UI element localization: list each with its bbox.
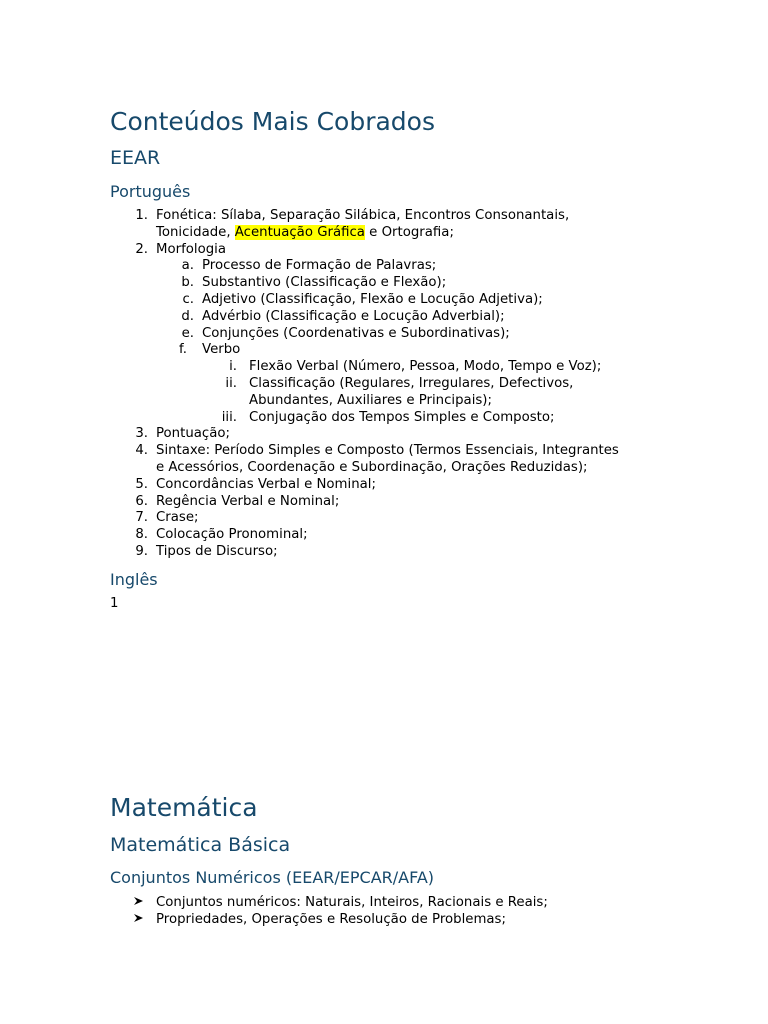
sub-sub-list-item bbox=[0, 410, 768, 427]
list-text: Pontuação; bbox=[156, 426, 230, 442]
arrow-bullet-icon bbox=[133, 896, 144, 913]
arrow-bullet-icon bbox=[133, 913, 144, 930]
sub-list-text: Advérbio (Classificação e Locução Adverbial); bbox=[202, 308, 505, 324]
sub-sub-list-item bbox=[0, 359, 768, 376]
list-text: Crase; bbox=[156, 510, 199, 526]
list-item-continuation bbox=[0, 225, 768, 242]
sub-list-letter: d. bbox=[181, 308, 194, 324]
sub-list-item bbox=[0, 342, 768, 359]
list-number: 7. bbox=[135, 510, 148, 526]
sub-list-text: Verbo bbox=[202, 342, 241, 358]
ingles-heading: Inglês bbox=[110, 570, 158, 589]
sub-list-letter: f. bbox=[179, 342, 187, 358]
list-number: 2. bbox=[135, 241, 148, 257]
sub-list-letter: b. bbox=[181, 275, 194, 291]
sub-list-item bbox=[0, 309, 768, 326]
matematica-bullet-list bbox=[0, 895, 768, 929]
list-item bbox=[0, 544, 768, 561]
roman-numeral: i. bbox=[229, 359, 237, 375]
list-number: 9. bbox=[135, 543, 148, 559]
portugues-list bbox=[0, 208, 768, 561]
list-number: 1. bbox=[135, 208, 148, 223]
sub-list-letter: e. bbox=[181, 325, 194, 341]
list-item-continuation bbox=[0, 460, 768, 477]
sub-list-text: Adjetivo (Classificação, Flexão e Locução Adjetiva); bbox=[202, 291, 543, 307]
matematica-title: Matemática bbox=[110, 793, 258, 822]
list-text: Concordâncias Verbal e Nominal; bbox=[156, 476, 376, 492]
bullet-item bbox=[0, 912, 768, 929]
sub-list-letter: a. bbox=[181, 258, 194, 274]
list-text: Fonética: Sílaba, Separação Silábica, Encontros Consonantais, bbox=[156, 208, 570, 223]
list-text: Sintaxe: Período Simples e Composto (Termos Essenciais, Integrantes bbox=[156, 443, 619, 459]
bullet-text: Conjuntos numéricos: Naturais, Inteiros, Racionais e Reais; bbox=[156, 895, 548, 910]
sub-list-text: Processo de Formação de Palavras; bbox=[202, 258, 437, 274]
sub-list-letter: c. bbox=[182, 291, 194, 307]
list-item bbox=[0, 208, 768, 225]
list-text: Regência Verbal e Nominal; bbox=[156, 493, 340, 509]
sub-list-item bbox=[0, 258, 768, 275]
list-item bbox=[0, 477, 768, 494]
roman-numeral: ii. bbox=[225, 375, 237, 391]
bullet-item bbox=[0, 895, 768, 912]
sub-sub-list-text: Classificação (Regulares, Irregulares, Defectivos, bbox=[249, 375, 574, 391]
portugues-heading: Português bbox=[110, 182, 191, 201]
list-item bbox=[0, 443, 768, 460]
list-text: Morfologia bbox=[156, 241, 227, 257]
page-title: Conteúdos Mais Cobrados bbox=[110, 107, 435, 136]
list-item bbox=[0, 494, 768, 511]
matematica-subtitle: Matemática Básica bbox=[110, 834, 291, 856]
sub-list-item bbox=[0, 275, 768, 292]
sub-sub-list-text-continuation: Abundantes, Auxiliares e Principais); bbox=[249, 392, 492, 408]
list-number: 8. bbox=[135, 527, 148, 543]
list-text: Colocação Pronominal; bbox=[156, 527, 308, 543]
sub-list-item bbox=[0, 292, 768, 309]
sub-sub-list-text: Flexão Verbal (Número, Pessoa, Modo, Tempo e Voz); bbox=[249, 359, 602, 375]
highlighted-text: Acentuação Gráfica bbox=[234, 224, 365, 240]
bullet-text: Propriedades, Operações e Resolução de Problemas; bbox=[156, 911, 506, 927]
sub-list-text: Substantivo (Classificação e Flexão); bbox=[202, 275, 447, 291]
list-number: 4. bbox=[135, 443, 148, 459]
list-text-continuation: e Acessórios, Coordenação e Subordinação, Orações Reduzidas); bbox=[156, 459, 588, 475]
ingles-content: 1 bbox=[110, 596, 119, 611]
sub-list-item bbox=[0, 326, 768, 343]
list-text: Tipos de Discurso; bbox=[156, 543, 278, 559]
list-item bbox=[0, 242, 768, 259]
list-number: 5. bbox=[135, 476, 148, 492]
list-number: 3. bbox=[135, 426, 148, 442]
list-item bbox=[0, 527, 768, 544]
roman-numeral: iii. bbox=[221, 409, 237, 425]
exam-heading: EEAR bbox=[110, 147, 161, 169]
sub-list-text: Conjunções (Coordenativas e Subordinativas); bbox=[202, 325, 510, 341]
list-number: 6. bbox=[135, 493, 148, 509]
list-text-continuation: Tonicidade, Acentuação Gráfica e Ortografia; bbox=[156, 224, 454, 240]
conjuntos-heading: Conjuntos Numéricos (EEAR/EPCAR/AFA) bbox=[110, 868, 435, 887]
sub-sub-list-item bbox=[0, 376, 768, 393]
sub-sub-list-text: Conjugação dos Tempos Simples e Composto; bbox=[249, 409, 555, 425]
list-item bbox=[0, 510, 768, 527]
list-item bbox=[0, 426, 768, 443]
sub-sub-list-continuation bbox=[0, 393, 768, 410]
